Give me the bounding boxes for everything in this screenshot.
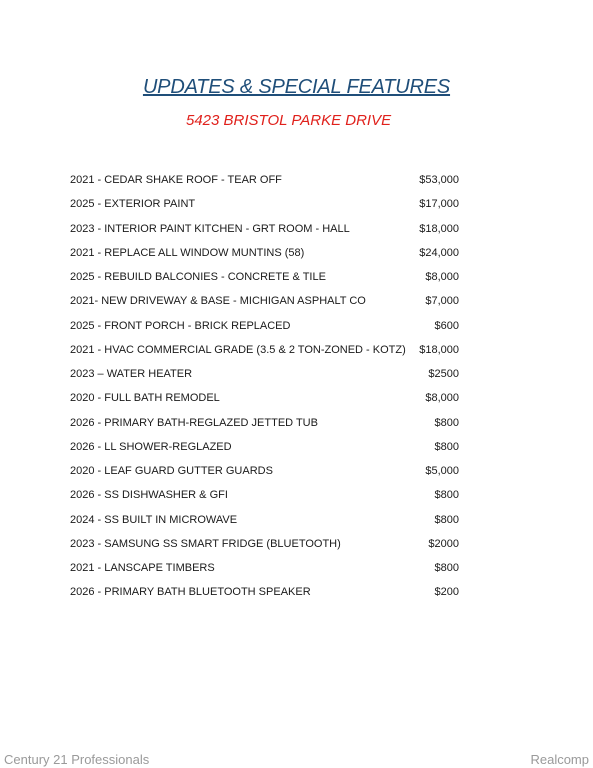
feature-description: 2021 - REPLACE ALL WINDOW MUNTINS (58) (70, 246, 305, 259)
footer-source: Realcomp (530, 752, 589, 767)
feature-row (0, 244, 593, 268)
feature-row (0, 292, 593, 316)
feature-price: $8,000 (425, 392, 459, 405)
feature-description: 2021 - CEDAR SHAKE ROOF - TEAR OFF (70, 174, 282, 186)
feature-row (0, 511, 593, 535)
property-address: 5423 BRISTOL PARKE DRIVE (186, 112, 392, 129)
feature-price: $800 (434, 416, 459, 429)
feature-description: 2020 - LEAF GUARD GUTTER GUARDS (70, 465, 273, 477)
feature-description: 2026 - PRIMARY BATH-REGLAZED JETTED TUB (70, 416, 318, 429)
feature-price: $800 (434, 440, 459, 453)
feature-description: 2023 – WATER HEATER (70, 368, 193, 380)
feature-description: 2026 - SS DISHWASHER & GFI (70, 489, 228, 502)
feature-price: $800 (434, 562, 459, 574)
feature-row (0, 462, 593, 486)
feature-description: 2023 - SAMSUNG SS SMART FRIDGE (BLUETOOTH) (70, 537, 341, 550)
feature-description: 2025 - REBUILD BALCONIES - CONCRETE & TILE (70, 271, 326, 283)
feature-price: $18,000 (419, 222, 459, 235)
feature-price: $2000 (428, 537, 459, 550)
feature-row (0, 438, 593, 462)
feature-description: 2021 - LANSCAPE TIMBERS (70, 562, 215, 574)
feature-description: 2026 - LL SHOWER-REGLAZED (70, 440, 232, 453)
feature-description: 2024 - SS BUILT IN MICROWAVE (70, 513, 238, 526)
feature-description: 2020 - FULL BATH REMODEL (70, 392, 220, 405)
feature-row (0, 486, 593, 510)
feature-description: 2026 - PRIMARY BATH BLUETOOTH SPEAKER (70, 586, 311, 599)
feature-price: $200 (434, 586, 459, 599)
feature-price: $24,000 (419, 246, 459, 259)
footer-broker: Century 21 Professionals (4, 752, 150, 767)
feature-row (0, 583, 593, 607)
feature-price: $53,000 (419, 174, 459, 186)
feature-row (0, 365, 593, 389)
feature-price: $8,000 (425, 271, 459, 283)
feature-price: $2500 (428, 368, 459, 380)
feature-price: $800 (434, 489, 459, 502)
feature-row (0, 341, 593, 365)
feature-row (0, 195, 593, 219)
feature-price: $600 (434, 319, 459, 332)
feature-description: 2025 - EXTERIOR PAINT (70, 198, 196, 211)
feature-price: $800 (434, 513, 459, 526)
page-title: UPDATES & SPECIAL FEATURES (142, 76, 451, 98)
feature-row (0, 268, 593, 292)
feature-row (0, 559, 593, 583)
feature-description: 2025 - FRONT PORCH - BRICK REPLACED (70, 319, 291, 332)
feature-description: 2021 - HVAC COMMERCIAL GRADE (3.5 & 2 TON-ZONED - KOTZ) (70, 343, 406, 356)
feature-price: $7,000 (425, 295, 459, 308)
feature-price: $17,000 (419, 198, 459, 211)
feature-row (0, 414, 593, 438)
feature-row (0, 220, 593, 244)
feature-row (0, 317, 593, 341)
feature-row (0, 171, 593, 195)
features-list (0, 171, 593, 608)
feature-price: $18,000 (419, 343, 459, 356)
feature-row (0, 389, 593, 413)
feature-row (0, 535, 593, 559)
feature-description: 2023 - INTERIOR PAINT KITCHEN - GRT ROOM - HALL (70, 222, 350, 235)
feature-price: $5,000 (425, 465, 459, 477)
feature-description: 2021- NEW DRIVEWAY & BASE - MICHIGAN ASPHALT CO (70, 295, 366, 308)
